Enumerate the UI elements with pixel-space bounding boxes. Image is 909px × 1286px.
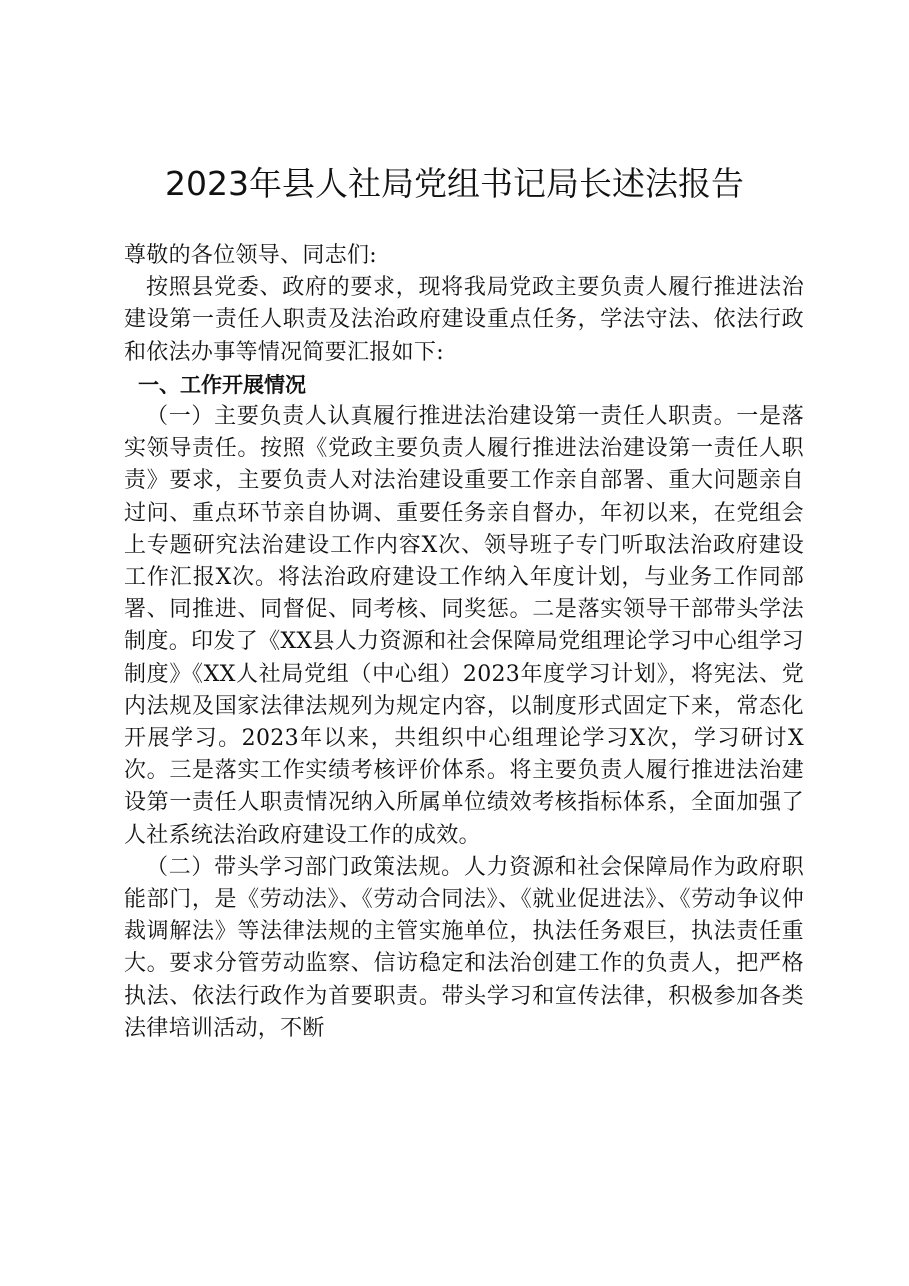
body-paragraph-2: （二）带头学习部门政策法规。人力资源和社会保障局作为政府职能部门，是《劳动法》、《劳动合同法》、《就业促进法》、《劳动争议仲裁调解法》等法律法规的主管实施单位，执法任务艰巨，执法责任重大。要求分管劳动监察、信访稳定和法治创建工作的负责人，把严格执法、依法行政作为首要职责。带头学习和宣传法律，积极参加各类法律培训活动，不断 [124, 854, 804, 1041]
body-paragraph-1: （一）主要负责人认真履行推进法治建设第一责任人职责。一是落实领导责任。按照《党政主要负责人履行推进法治建设第一责任人职责》要求，主要负责人对法治建设重要工作亲自部署、重大问题亲自过问、重点环节亲自协调、重要任务亲自督办，年初以来，在党组会上专题研究法治建设工作内容X次、领导班子专门听取法治政府建设工作汇报X次。将法治政府建设工作纳入年度计划，与业务工作同部署、同推进、同督促、同考核、同奖惩。二是落实领导干部带头学法制度。印发了《XX县人力资源和社会保障局党组理论学习中心组学习制度》《XX人社局党组（中心组）2023年度学习计划》，将宪法、党内法规及国家法律法规列为规定内容，以制度形式固定下来，常态化开展学习。2023年以来，共组织中心组理论学习X次，学习研讨X次。三是落实工作实绩考核评价体系。将主要负责人履行推进法治建设第一责任人职责情况纳入所属单位绩效考核指标体系，全面加强了人社系统法治政府建设工作的成效。 [124, 404, 804, 848]
document-body [124, 240, 804, 1045]
document-title: 2023年县人社局党组书记局长述法报告 [165, 164, 744, 203]
intro-paragraph: 按照县党委、政府的要求，现将我局党政主要负责人履行推进法治建设第一责任人职责及法治政府建设重点任务，学法守法、依法行政和依法办事等情况简要汇报如下: [124, 275, 804, 365]
section-heading: 一、工作开展情况 [138, 372, 306, 397]
salutation: 尊敬的各位领导、同志们: [124, 243, 378, 268]
